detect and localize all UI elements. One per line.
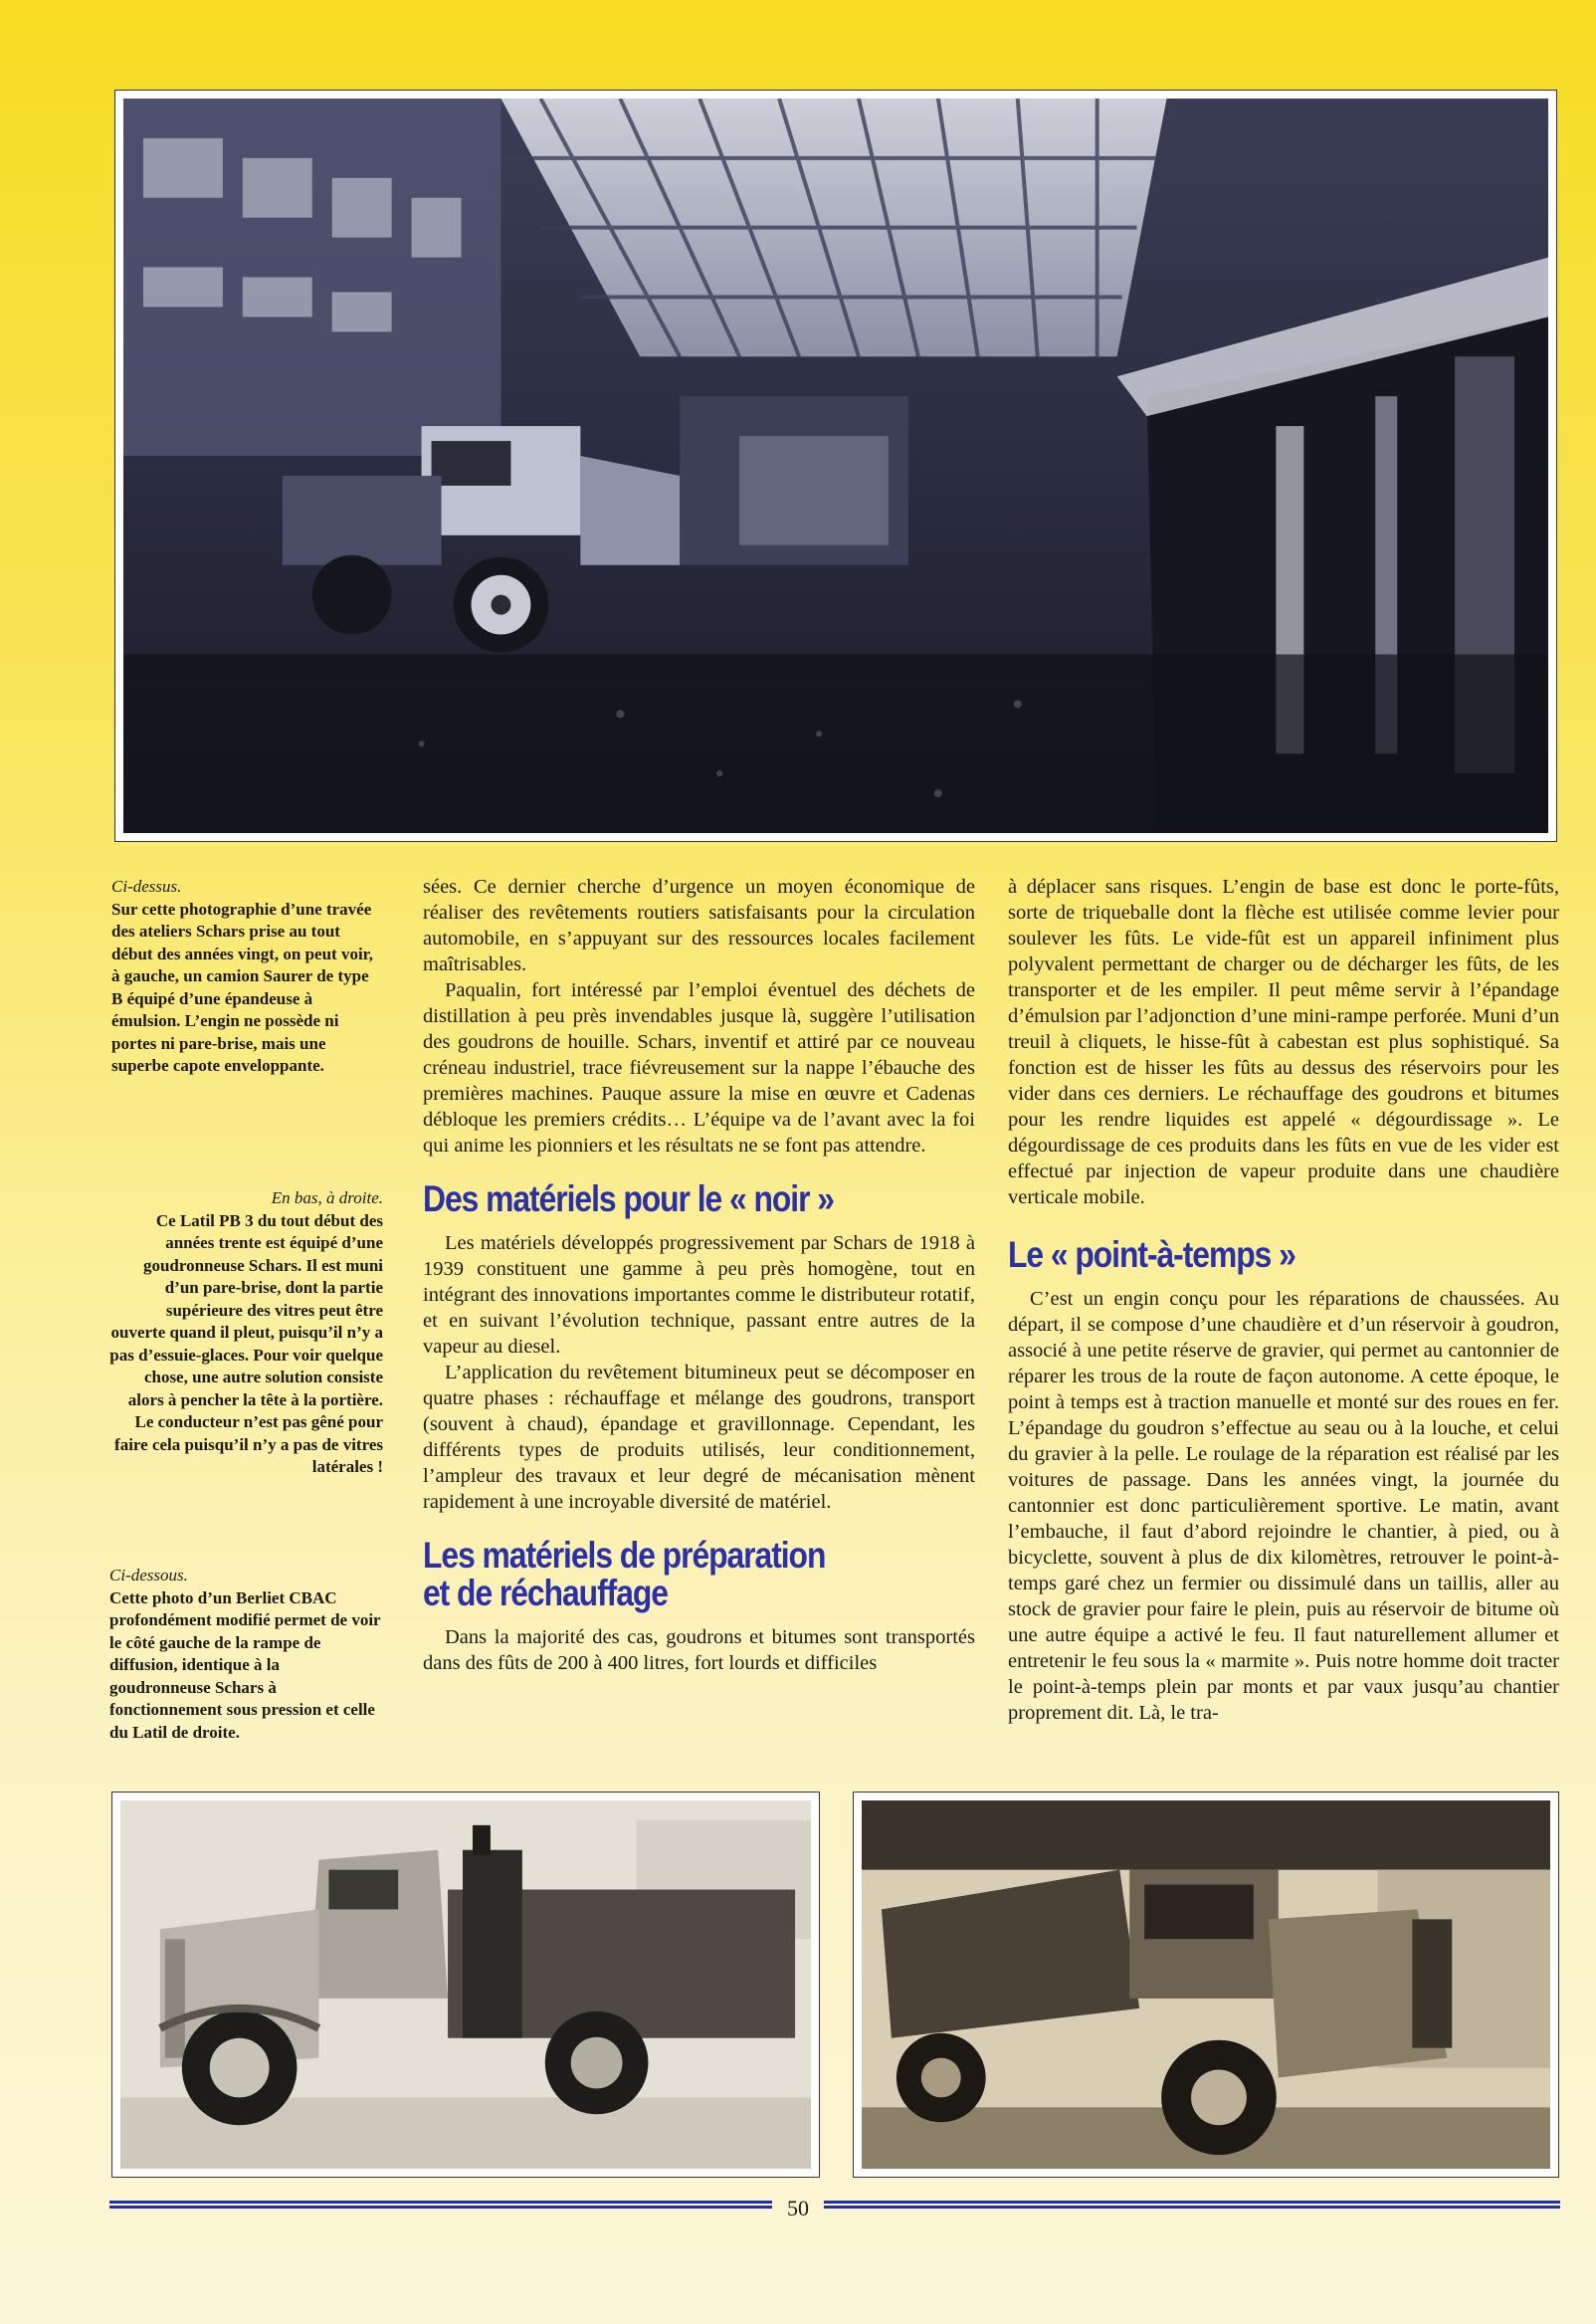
caption-middle-lead: En bas, à droite. — [271, 1188, 383, 1207]
caption-bottom-text: Cette photo d’un Berliet CBAC profondément modifié permet de voir le côté gauche de la rampe de diffusion, identique à la goudronneuse Schars à fonctionnement sous pression et celle du Latil de droite. — [109, 1587, 381, 1742]
berliet-truck-image — [120, 1800, 811, 2169]
footer-rule-right — [824, 2201, 1560, 2215]
caption-middle — [109, 1187, 383, 1479]
heading-preparation — [423, 1537, 898, 1612]
top-photo — [114, 90, 1557, 842]
column-middle-paragraph-5: Dans la majorité des cas, goudrons et bitumes sont transportés dans des fûts de 200 à 400 litres, fort lourds et difficiles — [423, 1626, 975, 1674]
column-middle — [423, 874, 975, 1676]
column-right — [1008, 874, 1559, 1726]
heading-preparation-line-2: et de réchauffage — [423, 1573, 668, 1613]
caption-top-lead: Ci-dessus. — [111, 877, 182, 896]
workshop-interior-image — [123, 99, 1548, 833]
heading-materiels-noir: Des matériels pour le « noir » — [423, 1178, 834, 1219]
column-right-paragraph-2: C’est un engin conçu pour les réparations de chaussées. Au départ, il se compose d’une chaudière et d’un réservoir à goudron, associé à une petite réserve de gravier, qui permet au cantonnier de réparer les trous de la route de façon autonome. A cette époque, le point à temps est à traction manuelle et monté sur des roues en fer. L’épandage du goudron s’effectue au seau ou à la louche, et celui du gravier à la pelle. Le roulage de la réparation est réalisé par les voitures de passage. Dans les années vingt, la journée du cantonnier est donc particulièrement sportive. Le matin, avant l’embauche, il faut d’abord rejoindre le chantier, à pied, ou à bicyclette, souvent à plus de dix kilomètres, retrouver le point-à-temps garé chez un fermier ou dissimulé dans un taillis, aller au stock de gravier pour faire le plein, puis au réservoir de bitume où une autre équipe a activé le feu. Il faut naturellement allumer et entretenir le feu sous la « marmite ». Puis notre homme doit tracter le point-à-temps plein par monts et par vaux jusqu’au chantier proprement dit. Là, le tra- — [1008, 1288, 1559, 1724]
heading-preparation-line-1: Les matériels de préparation — [423, 1535, 826, 1576]
column-right-paragraph-1: à déplacer sans risques. L’engin de base est donc le porte-fûts, sorte de triqueballe dont la flèche est utilisée comme levier pour soulever les fûts. Le vide-fût est un appareil infiniment plus polyvalent permettant de charger ou de décharger les fûts, de les transporter et de les empiler. Il peut même servir à l’épandage d’émulsion par l’adjonction d’une mini-rampe perforée. Muni d’un treuil à cliquets, le hisse-fût à cabestan est plus sophistiqué. Sa fonction est de hisser les fûts au dessus des réservoirs pour les vider dans ces derniers. Le réchauffage des goudrons et bitumes pour les rendre liquides est appelé « dégourdissage ». Le dégourdissage de ces produits dans les fûts en vue de les vider est effectué par injection de vapeur produite dans une chaudière verticale mobile. — [1008, 876, 1559, 1208]
caption-top — [111, 876, 380, 1078]
footer-rule-left — [109, 2201, 772, 2215]
heading-point-a-temps: Le « point-à-temps » — [1008, 1234, 1296, 1275]
caption-top-text: Sur cette photographie d’une travée des ateliers Schars prise au tout début des années vingt, on peut voir, à gauche, un camion Saurer de type B équipé d’une épandeuse à émulsion. L’engin ne possède ni portes ni pare-brise, mais une superbe capote enveloppante. — [111, 899, 373, 1075]
caption-bottom — [109, 1565, 383, 1744]
latil-truck-image — [862, 1800, 1550, 2169]
column-middle-paragraph-3: Les matériels développés progressivement par Schars de 1918 à 1939 constituent une gamme à peu près homogène, tout en intégrant des innovations importantes comme le distributeur rotatif, et en suivant l’évolution technique, passant entre autres de la vapeur au diesel. — [423, 1232, 975, 1358]
caption-bottom-lead: Ci-dessous. — [109, 1566, 188, 1585]
column-middle-paragraph-2: Paqualin, fort intéressé par l’emploi éventuel des déchets de distillation à peu près invendables jusque là, suggère l’utilisation des goudrons de houille. Schars, inventif et attiré par ce nouveau créneau industriel, trace fiévreusement sur la nappe l’ébauche des premières machines. Pauque assure la mise en œuvre et Cadenas débloque les premiers crédits… L’équipe va de l’avant avec la foi qui anime les pionniers et les résultats ne se font pas attendre. — [423, 979, 975, 1157]
column-middle-paragraph-1: sées. Ce dernier cherche d’urgence un moyen économique de réaliser des revêtements routiers satisfaisants pour la circulation automobile, en s’appuyant sur des ressources locales facilement maîtrisables. — [423, 876, 975, 975]
column-middle-paragraph-4: L’application du revêtement bitumineux peut se décomposer en quatre phases : réchauffage et mélange des goudrons, transport (souvent à chaud), épandage et gravillonnage. Cependant, les différents types de produits utilisés, leur conditionnement, l’ampleur des travaux et leur degré de mécanisation mènent rapidement à une incroyable diversité de matériel. — [423, 1362, 975, 1513]
page-number: 50 — [787, 2196, 809, 2220]
bottom-right-photo — [853, 1792, 1559, 2178]
bottom-left-photo — [111, 1792, 820, 2178]
caption-middle-text: Ce Latil PB 3 du tout début des années trente est équipé d’une goudronneuse Schars. Il est muni d’un pare-brise, dont la partie supérieure des vitres peut être ouverte quand il pleut, puisqu’il n’y a pas d’essuie-glaces. Pour voir quelque chose, une autre solution consiste alors à pencher la tête à la portière. Le conducteur n’est pas gêné pour faire cela puisqu’il n’y a pas de vitres latérales ! — [109, 1210, 383, 1476]
